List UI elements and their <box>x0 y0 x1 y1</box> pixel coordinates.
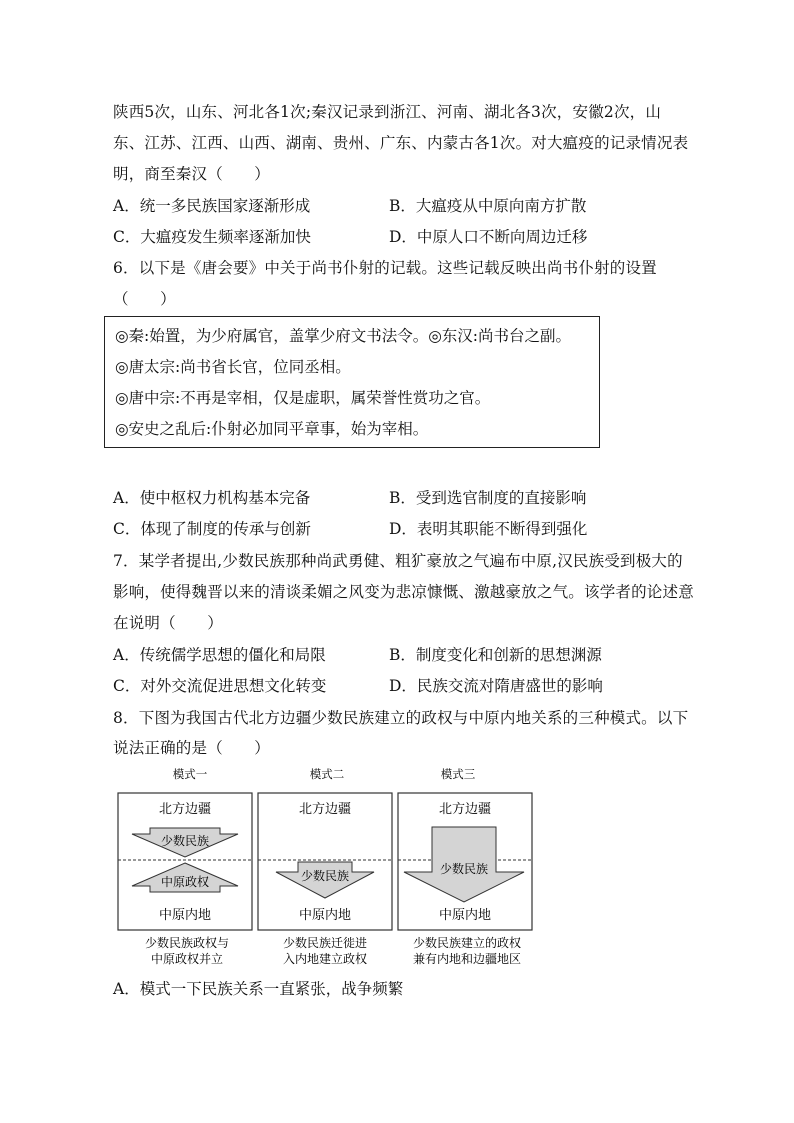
q6-box-line-2: ◎唐太宗:尚书省长官，位同丞相。 <box>115 358 351 376</box>
q8-option-a: A．模式一下民族关系一直紧张，战争频繁 <box>113 980 404 998</box>
q7-stem-line-1: 7．某学者提出,少数民族那种尚武勇健、粗犷豪放之气遍布中原,汉民族受到极大的 <box>113 552 683 570</box>
q7-option-c: C．对外交流促进思想文化转变 <box>113 677 327 695</box>
q5-option-c: C．大瘟疫发生频率逐渐加快 <box>113 228 311 246</box>
q7-stem-line-3: 在说明（ ） <box>113 614 223 632</box>
q7-option-d: D．民族交流对隋唐盛世的影响 <box>389 677 603 695</box>
panel-2-arrow-label: 少数民族 <box>300 869 350 883</box>
panel-2-bottom-label: 中原内地 <box>298 908 352 923</box>
panel-1-bottom-label: 中原内地 <box>158 908 212 923</box>
panel-1-arrow-up-label: 中原政权 <box>160 875 210 889</box>
panel-3-title: 模式三 <box>440 767 476 781</box>
q5-stem-line-2: 东、江苏、江西、山西、湖南、贵州、广东、内蒙古各1次。对大瘟疫的记录情况表 <box>113 134 689 152</box>
panel-1-caption-line-2: 中原政权并立 <box>150 952 224 966</box>
q6-quote-box <box>104 316 600 448</box>
q8-stem-line-2: 说法正确的是（ ） <box>113 739 271 757</box>
panel-3-arrow-label: 少数民族 <box>439 862 489 876</box>
q7-option-a: A．传统儒学思想的僵化和局限 <box>113 646 326 664</box>
panel-1-arrow-down-label: 少数民族 <box>160 834 210 848</box>
q5-option-b: B．大瘟疫从中原向南方扩散 <box>389 197 587 215</box>
q6-answer-paren: （ ） <box>113 290 176 308</box>
panel-2-title: 模式二 <box>309 767 345 781</box>
q7-stem-line-2: 影响，使得魏晋以来的清谈柔媚之风变为悲凉慷慨、激越豪放之气。该学者的论述意 <box>113 583 694 601</box>
panel-2-caption-line-2: 入内地建立政权 <box>282 952 368 966</box>
q6-option-c: C．体现了制度的传承与创新 <box>113 520 311 538</box>
q6-box-line-4: ◎安史之乱后:仆射必加同平章事，始为宰相。 <box>115 420 429 438</box>
q6-stem: 6．以下是《唐会要》中关于尚书仆射的记载。这些记载反映出尚书仆射的设置 <box>113 259 657 277</box>
panel-3-bottom-label: 中原内地 <box>438 908 492 923</box>
panel-3-caption-line-1: 少数民族建立的政权 <box>412 936 522 950</box>
q5-option-d: D．中原人口不断向周边迁移 <box>389 228 588 246</box>
q6-option-a: A．使中枢权力机构基本完备 <box>113 489 311 507</box>
q8-stem-line-1: 8．下图为我国古代北方边疆少数民族建立的政权与中原内地关系的三种模式。以下 <box>113 709 689 727</box>
q6-option-d: D．表明其职能不断得到强化 <box>389 520 588 538</box>
q6-box-line-3: ◎唐中宗:不再是宰相，仅是虚职，属荣誉性赏功之官。 <box>115 389 491 407</box>
q5-stem-line-3: 明，商至秦汉（ ） <box>113 165 271 183</box>
q6-box-line-1: ◎秦:始置，为少府属官，盖掌少府文书法令。◎东汉:尚书台之副。 <box>115 327 571 345</box>
panel-3-top-label: 北方边疆 <box>438 802 492 817</box>
panel-1-top-label: 北方边疆 <box>158 802 212 817</box>
q7-option-b: B．制度变化和创新的思想渊源 <box>389 646 602 664</box>
panel-3-caption-line-2: 兼有内地和边疆地区 <box>412 952 522 966</box>
q5-option-a: A．统一多民族国家逐渐形成 <box>113 197 311 215</box>
panel-2-caption-line-1: 少数民族迁徙进 <box>282 936 368 950</box>
panel-1-title: 模式一 <box>172 767 208 781</box>
q6-option-b: B．受到选官制度的直接影响 <box>389 489 587 507</box>
panel-1-caption-line-1: 少数民族政权与 <box>144 936 230 950</box>
relationship-models-diagram <box>112 762 542 972</box>
panel-2-top-label: 北方边疆 <box>298 802 352 817</box>
q5-stem-line-1: 陕西5次，山东、河北各1次;秦汉记录到浙江、河南、湖北各3次，安徽2次，山 <box>113 103 662 121</box>
